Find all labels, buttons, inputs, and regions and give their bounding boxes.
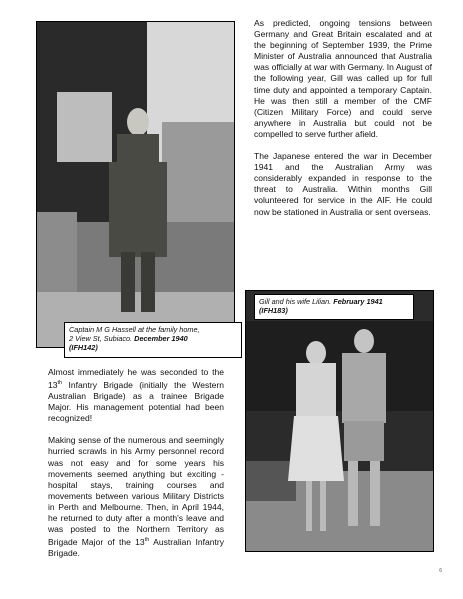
photo2-caption-text: Gill and his wife Lilian. [259,297,334,306]
right-paragraph-1: As predicted, ongoing tensions between Germany and Great Britain escalated and at the beginning of September 1939, the Prime Minister of Australia announced that Australia was officially at war with Germany. In August of the following year, Gill was called up for full time duty and appointed a temporary Captain. He was then still a member of the CMF (Citizen Military Force) and could serve anywhere in Australia but could not be compelled to serve further afield. [254,18,432,139]
photo1-caption-line1: Captain M G Hassell at the family home, [69,325,200,334]
photo1-caption-date: December 1940 [134,334,188,343]
photo2-image [246,291,433,551]
photo1-caption [64,322,242,358]
photo2-caption-ref: (IFH183) [259,306,288,315]
photo-gill-and-lilian [245,290,434,552]
photo1-image [37,22,234,347]
photo1-caption-ref: (IFH142) [69,343,98,352]
left-p1-text-b: Infantry Brigade (initially the Western Australian Brigade) as a trainee Brigade Major. His management potential had been recognized! [48,379,224,424]
left-paragraph-2 [48,435,224,559]
left-p1-sup: th [57,380,63,387]
photo2-caption-date: February 1941 [333,297,383,306]
left-paragraph-1 [48,367,224,424]
left-p2-text-a: Making sense of the numerous and seemingly hurried scrawls in his Army personnel record was not easy and for some years his movements seemed anything but exciting - hospital stays, training courses and movements between various Military Districts in Perth and Melbourne. Then, in April 1944, he returned to duty after a month's leave and was posted to the Northern Territory as Brigade Major of the 13 [48,435,224,547]
left-p2-text-b: Australian Infantry Brigade. [48,537,224,559]
page-number: 6 [439,568,442,574]
photo2-caption [254,294,414,320]
photo-captain-hassell [36,21,235,348]
right-paragraph-2: The Japanese entered the war in December 1941 and the Australian Army was considerably expanded in response to the threat to Australia. Within months Gill volunteered for service in the AIF. He could now be stationed in Australia or sent overseas. [254,151,432,217]
left-p2-sup: th [144,537,150,544]
right-column [254,18,432,229]
photo1-caption-line2: 2 View St, Subiaco. [69,334,135,343]
left-column [48,367,224,570]
left-p1-text-a: Almost immediately he was seconded to the 13 [48,367,224,390]
